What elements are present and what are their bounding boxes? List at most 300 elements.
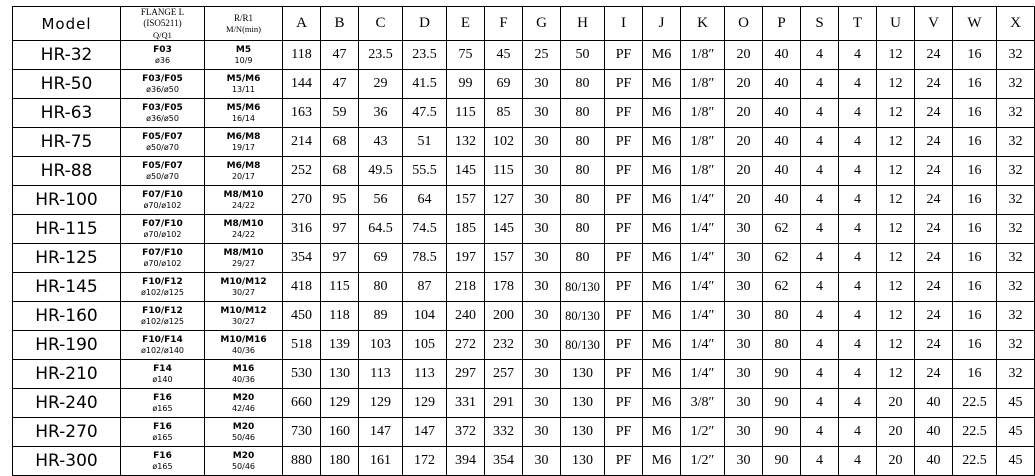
cell-rr1-top: M10/M12 (220, 276, 267, 287)
cell-rr1 (205, 360, 283, 389)
cell-flange-bottom: ø102/ø140 (140, 345, 185, 355)
cell-dim-o: 20 (725, 41, 763, 70)
cell-dim-e: 157 (447, 186, 485, 215)
cell-flange-bottom: ø70/ø102 (143, 200, 182, 210)
cell-dim-e: 197 (447, 244, 485, 273)
table-row (13, 157, 1035, 186)
cell-rr1 (205, 157, 283, 186)
cell-dim-c: 23.5 (359, 41, 403, 70)
cell-dim-o: 20 (725, 128, 763, 157)
table-header (13, 7, 1035, 41)
cell-dim-i: PF (605, 215, 643, 244)
cell-dim-u: 12 (877, 273, 915, 302)
cell-dim-s: 4 (801, 360, 839, 389)
cell-dim-p: 62 (763, 244, 801, 273)
cell-dim-k: 1/4″ (681, 302, 725, 331)
cell-dim-s: 4 (801, 215, 839, 244)
cell-dim-j: M6 (643, 273, 681, 302)
cell-dim-w: 16 (953, 186, 997, 215)
cell-flange (121, 244, 205, 273)
cell-dim-x: 32 (997, 186, 1035, 215)
cell-dim-v: 24 (915, 215, 953, 244)
cell-dim-h: 80 (561, 157, 605, 186)
cell-dim-s: 4 (801, 244, 839, 273)
header-dim-c: C (359, 7, 403, 41)
cell-dim-i: PF (605, 186, 643, 215)
cell-dim-j: M6 (643, 215, 681, 244)
cell-dim-b: 160 (321, 418, 359, 447)
header-dim-e: E (447, 7, 485, 41)
header-dim-t: T (839, 7, 877, 41)
cell-dim-h: 80/130 (561, 273, 605, 302)
cell-dim-u: 20 (877, 418, 915, 447)
cell-dim-j: M6 (643, 186, 681, 215)
cell-flange-top: F07/F10 (142, 189, 183, 200)
cell-dim-f: 85 (485, 99, 523, 128)
cell-dim-u: 12 (877, 215, 915, 244)
cell-dim-a: 354 (283, 244, 321, 273)
cell-dim-e: 394 (447, 447, 485, 476)
header-dim-w: W (953, 7, 997, 41)
cell-dim-s: 4 (801, 389, 839, 418)
cell-dim-s: 4 (801, 41, 839, 70)
cell-dim-w: 16 (953, 157, 997, 186)
table-row (13, 273, 1035, 302)
cell-dim-c: 80 (359, 273, 403, 302)
cell-dim-b: 97 (321, 215, 359, 244)
cell-dim-w: 16 (953, 331, 997, 360)
cell-dim-c: 56 (359, 186, 403, 215)
cell-dim-k: 1/2″ (681, 447, 725, 476)
cell-dim-j: M6 (643, 447, 681, 476)
cell-dim-f: 354 (485, 447, 523, 476)
table-row (13, 331, 1035, 360)
cell-dim-k: 1/4″ (681, 186, 725, 215)
cell-dim-k: 1/2″ (681, 418, 725, 447)
cell-flange-bottom: ø36/ø50 (146, 84, 179, 94)
cell-model: HR-190 (13, 331, 121, 360)
cell-dim-t: 4 (839, 157, 877, 186)
cell-dim-w: 16 (953, 273, 997, 302)
cell-dim-w: 22.5 (953, 389, 997, 418)
cell-dim-d: 87 (403, 273, 447, 302)
cell-dim-u: 20 (877, 389, 915, 418)
cell-dim-f: 178 (485, 273, 523, 302)
cell-flange (121, 302, 205, 331)
cell-rr1-bottom: 24/22 (231, 200, 256, 210)
cell-dim-e: 75 (447, 41, 485, 70)
cell-dim-v: 24 (915, 273, 953, 302)
cell-dim-j: M6 (643, 70, 681, 99)
table-row (13, 244, 1035, 273)
cell-dim-w: 16 (953, 99, 997, 128)
cell-dim-f: 232 (485, 331, 523, 360)
cell-dim-i: PF (605, 447, 643, 476)
cell-dim-u: 20 (877, 447, 915, 476)
cell-dim-d: 23.5 (403, 41, 447, 70)
cell-dim-u: 12 (877, 186, 915, 215)
cell-dim-x: 32 (997, 302, 1035, 331)
cell-dim-e: 297 (447, 360, 485, 389)
cell-dim-v: 24 (915, 157, 953, 186)
cell-dim-b: 115 (321, 273, 359, 302)
cell-dim-x: 32 (997, 99, 1035, 128)
cell-dim-t: 4 (839, 99, 877, 128)
cell-dim-d: 55.5 (403, 157, 447, 186)
cell-flange (121, 99, 205, 128)
cell-model: HR-100 (13, 186, 121, 215)
cell-rr1 (205, 70, 283, 99)
cell-dim-v: 40 (915, 418, 953, 447)
cell-dim-v: 24 (915, 128, 953, 157)
cell-dim-h: 80 (561, 70, 605, 99)
cell-dim-t: 4 (839, 389, 877, 418)
cell-dim-u: 12 (877, 128, 915, 157)
cell-dim-j: M6 (643, 418, 681, 447)
cell-dim-j: M6 (643, 128, 681, 157)
cell-rr1-top: M16 (232, 363, 255, 374)
cell-dim-o: 20 (725, 186, 763, 215)
cell-dim-k: 1/4″ (681, 215, 725, 244)
header-rr1-sub: M/N(min) (226, 23, 261, 34)
cell-dim-f: 257 (485, 360, 523, 389)
cell-dim-h: 130 (561, 418, 605, 447)
header-dim-h: H (561, 7, 605, 41)
cell-dim-o: 30 (725, 302, 763, 331)
cell-flange-top: F10/F12 (142, 305, 183, 316)
table-row (13, 99, 1035, 128)
cell-dim-o: 30 (725, 447, 763, 476)
cell-dim-a: 270 (283, 186, 321, 215)
cell-dim-t: 4 (839, 331, 877, 360)
cell-dim-f: 69 (485, 70, 523, 99)
table-row (13, 41, 1035, 70)
cell-dim-a: 418 (283, 273, 321, 302)
cell-flange-bottom: ø70/ø102 (143, 229, 182, 239)
cell-dim-t: 4 (839, 302, 877, 331)
cell-model: HR-63 (13, 99, 121, 128)
cell-dim-s: 4 (801, 418, 839, 447)
cell-dim-u: 12 (877, 302, 915, 331)
cell-dim-b: 129 (321, 389, 359, 418)
cell-flange (121, 331, 205, 360)
cell-rr1 (205, 128, 283, 157)
cell-dim-v: 24 (915, 186, 953, 215)
cell-dim-t: 4 (839, 418, 877, 447)
cell-dim-t: 4 (839, 360, 877, 389)
cell-dim-a: 660 (283, 389, 321, 418)
cell-dim-s: 4 (801, 186, 839, 215)
cell-flange-top: F16 (153, 421, 172, 432)
cell-dim-x: 32 (997, 215, 1035, 244)
cell-rr1 (205, 244, 283, 273)
cell-dim-s: 4 (801, 447, 839, 476)
header-flange-main: FLANGE L (ISO5211) (140, 7, 185, 29)
cell-rr1-bottom: 30/27 (231, 287, 256, 297)
header-dim-o: O (725, 7, 763, 41)
cell-dim-p: 40 (763, 157, 801, 186)
cell-model: HR-160 (13, 302, 121, 331)
cell-dim-f: 332 (485, 418, 523, 447)
cell-flange (121, 360, 205, 389)
cell-flange-top: F16 (153, 392, 172, 403)
cell-dim-j: M6 (643, 41, 681, 70)
cell-dim-b: 47 (321, 70, 359, 99)
cell-rr1-bottom: 13/11 (231, 84, 256, 94)
cell-dim-k: 1/4″ (681, 360, 725, 389)
cell-dim-c: 29 (359, 70, 403, 99)
cell-dim-a: 518 (283, 331, 321, 360)
cell-flange-bottom: ø36/ø50 (146, 113, 179, 123)
cell-dim-g: 30 (523, 273, 561, 302)
cell-dim-g: 30 (523, 157, 561, 186)
cell-dim-h: 80 (561, 215, 605, 244)
cell-dim-p: 80 (763, 302, 801, 331)
cell-dim-c: 69 (359, 244, 403, 273)
cell-rr1-bottom: 30/27 (231, 316, 256, 326)
cell-dim-a: 450 (283, 302, 321, 331)
cell-dim-o: 30 (725, 215, 763, 244)
cell-dim-c: 49.5 (359, 157, 403, 186)
cell-dim-a: 730 (283, 418, 321, 447)
cell-dim-f: 102 (485, 128, 523, 157)
cell-dim-g: 25 (523, 41, 561, 70)
cell-rr1-bottom: 19/17 (231, 142, 256, 152)
cell-dim-c: 64.5 (359, 215, 403, 244)
header-dim-s: S (801, 7, 839, 41)
cell-dim-i: PF (605, 273, 643, 302)
cell-dim-t: 4 (839, 244, 877, 273)
cell-model: HR-115 (13, 215, 121, 244)
cell-dim-b: 118 (321, 302, 359, 331)
cell-dim-k: 1/8″ (681, 41, 725, 70)
cell-dim-s: 4 (801, 157, 839, 186)
cell-dim-v: 24 (915, 360, 953, 389)
header-dim-g: G (523, 7, 561, 41)
cell-dim-t: 4 (839, 447, 877, 476)
cell-dim-j: M6 (643, 331, 681, 360)
cell-dim-d: 172 (403, 447, 447, 476)
cell-dim-g: 30 (523, 418, 561, 447)
header-dim-d: D (403, 7, 447, 41)
cell-dim-b: 130 (321, 360, 359, 389)
cell-dim-b: 68 (321, 157, 359, 186)
cell-dim-s: 4 (801, 302, 839, 331)
cell-rr1-top: M20 (232, 450, 255, 461)
cell-flange (121, 389, 205, 418)
cell-dim-c: 129 (359, 389, 403, 418)
cell-dim-j: M6 (643, 157, 681, 186)
cell-dim-x: 45 (997, 389, 1035, 418)
cell-dim-p: 80 (763, 331, 801, 360)
cell-dim-p: 40 (763, 41, 801, 70)
cell-dim-v: 24 (915, 244, 953, 273)
cell-dim-a: 163 (283, 99, 321, 128)
cell-rr1-top: M5/M6 (226, 102, 261, 113)
cell-dim-c: 147 (359, 418, 403, 447)
cell-dim-f: 45 (485, 41, 523, 70)
cell-flange-bottom: ø165 (152, 432, 173, 442)
cell-dim-e: 115 (447, 99, 485, 128)
cell-flange-bottom: ø102/ø125 (140, 316, 185, 326)
cell-dim-s: 4 (801, 331, 839, 360)
cell-rr1 (205, 389, 283, 418)
cell-dim-c: 103 (359, 331, 403, 360)
cell-dim-a: 144 (283, 70, 321, 99)
cell-dim-e: 145 (447, 157, 485, 186)
cell-dim-h: 80 (561, 186, 605, 215)
table-row (13, 186, 1035, 215)
cell-dim-k: 3/8″ (681, 389, 725, 418)
header-flange (121, 7, 205, 41)
cell-dim-d: 74.5 (403, 215, 447, 244)
cell-dim-h: 80 (561, 128, 605, 157)
cell-dim-k: 1/4″ (681, 331, 725, 360)
cell-flange-bottom: ø165 (152, 403, 173, 413)
cell-dim-d: 41.5 (403, 70, 447, 99)
cell-dim-p: 90 (763, 389, 801, 418)
cell-dim-j: M6 (643, 302, 681, 331)
header-flange-sub: Q/Q1 (153, 29, 172, 40)
cell-dim-x: 32 (997, 157, 1035, 186)
cell-dim-b: 59 (321, 99, 359, 128)
cell-dim-x: 32 (997, 360, 1035, 389)
specification-table (12, 6, 1035, 476)
header-dim-a: A (283, 7, 321, 41)
cell-dim-t: 4 (839, 70, 877, 99)
header-dim-x: X (997, 7, 1035, 41)
cell-rr1 (205, 447, 283, 476)
cell-dim-i: PF (605, 331, 643, 360)
cell-dim-i: PF (605, 41, 643, 70)
cell-dim-h: 80/130 (561, 331, 605, 360)
cell-dim-d: 129 (403, 389, 447, 418)
cell-dim-s: 4 (801, 70, 839, 99)
cell-dim-w: 16 (953, 41, 997, 70)
cell-rr1-top: M10/M16 (220, 334, 267, 345)
header-row (13, 7, 1035, 41)
cell-dim-i: PF (605, 128, 643, 157)
cell-flange-bottom: ø165 (152, 461, 173, 471)
cell-dim-e: 132 (447, 128, 485, 157)
table-body (13, 41, 1035, 476)
header-rr1-main: R/R1 (233, 12, 253, 23)
cell-flange-top: F05/F07 (142, 160, 183, 171)
cell-dim-w: 22.5 (953, 447, 997, 476)
cell-dim-x: 32 (997, 41, 1035, 70)
cell-flange (121, 41, 205, 70)
cell-dim-h: 80/130 (561, 302, 605, 331)
cell-dim-v: 24 (915, 302, 953, 331)
cell-flange-top: F07/F10 (142, 247, 183, 258)
table-row (13, 447, 1035, 476)
cell-dim-u: 12 (877, 360, 915, 389)
cell-rr1 (205, 41, 283, 70)
cell-model: HR-240 (13, 389, 121, 418)
cell-dim-p: 40 (763, 186, 801, 215)
cell-rr1-bottom: 40/36 (231, 345, 256, 355)
cell-rr1-bottom: 24/22 (231, 229, 256, 239)
header-dim-v: V (915, 7, 953, 41)
table-row (13, 302, 1035, 331)
cell-dim-a: 316 (283, 215, 321, 244)
header-model: Model (13, 7, 121, 41)
cell-dim-b: 97 (321, 244, 359, 273)
cell-dim-c: 36 (359, 99, 403, 128)
cell-dim-d: 47.5 (403, 99, 447, 128)
cell-dim-o: 20 (725, 99, 763, 128)
cell-dim-x: 45 (997, 418, 1035, 447)
cell-dim-u: 12 (877, 41, 915, 70)
cell-rr1-top: M8/M10 (223, 247, 264, 258)
cell-dim-x: 32 (997, 128, 1035, 157)
cell-model: HR-300 (13, 447, 121, 476)
table-row (13, 360, 1035, 389)
cell-dim-w: 16 (953, 360, 997, 389)
cell-dim-p: 62 (763, 273, 801, 302)
cell-dim-v: 40 (915, 389, 953, 418)
cell-dim-b: 139 (321, 331, 359, 360)
cell-model: HR-32 (13, 41, 121, 70)
cell-dim-x: 32 (997, 331, 1035, 360)
cell-dim-o: 20 (725, 70, 763, 99)
cell-flange-bottom: ø50/ø70 (146, 171, 179, 181)
cell-dim-f: 115 (485, 157, 523, 186)
cell-model: HR-50 (13, 70, 121, 99)
cell-rr1-bottom: 40/36 (231, 374, 256, 384)
cell-model: HR-210 (13, 360, 121, 389)
cell-dim-b: 95 (321, 186, 359, 215)
cell-dim-a: 530 (283, 360, 321, 389)
cell-dim-h: 80 (561, 99, 605, 128)
cell-flange (121, 70, 205, 99)
cell-dim-c: 161 (359, 447, 403, 476)
cell-dim-d: 78.5 (403, 244, 447, 273)
header-dim-p: P (763, 7, 801, 41)
cell-dim-i: PF (605, 157, 643, 186)
cell-flange (121, 128, 205, 157)
cell-dim-i: PF (605, 389, 643, 418)
cell-dim-v: 40 (915, 447, 953, 476)
cell-dim-d: 51 (403, 128, 447, 157)
cell-dim-x: 32 (997, 70, 1035, 99)
cell-flange-top: F07/F10 (142, 218, 183, 229)
cell-flange-bottom: ø70/ø102 (143, 258, 182, 268)
cell-dim-x: 32 (997, 244, 1035, 273)
cell-dim-o: 20 (725, 157, 763, 186)
cell-rr1-bottom: 20/17 (231, 171, 256, 181)
cell-dim-d: 105 (403, 331, 447, 360)
cell-dim-i: PF (605, 70, 643, 99)
cell-dim-c: 89 (359, 302, 403, 331)
cell-flange (121, 157, 205, 186)
cell-rr1-top: M20 (232, 392, 255, 403)
cell-flange-bottom: ø140 (152, 374, 173, 384)
cell-flange-top: F05/F07 (142, 131, 183, 142)
cell-model: HR-75 (13, 128, 121, 157)
cell-dim-e: 331 (447, 389, 485, 418)
cell-rr1-top: M10/M12 (220, 305, 267, 316)
cell-dim-o: 30 (725, 273, 763, 302)
cell-rr1-top: M20 (232, 421, 255, 432)
cell-rr1 (205, 331, 283, 360)
cell-dim-f: 200 (485, 302, 523, 331)
cell-flange-top: F16 (153, 450, 172, 461)
cell-dim-v: 24 (915, 70, 953, 99)
cell-dim-a: 252 (283, 157, 321, 186)
cell-dim-i: PF (605, 244, 643, 273)
cell-dim-o: 30 (725, 360, 763, 389)
